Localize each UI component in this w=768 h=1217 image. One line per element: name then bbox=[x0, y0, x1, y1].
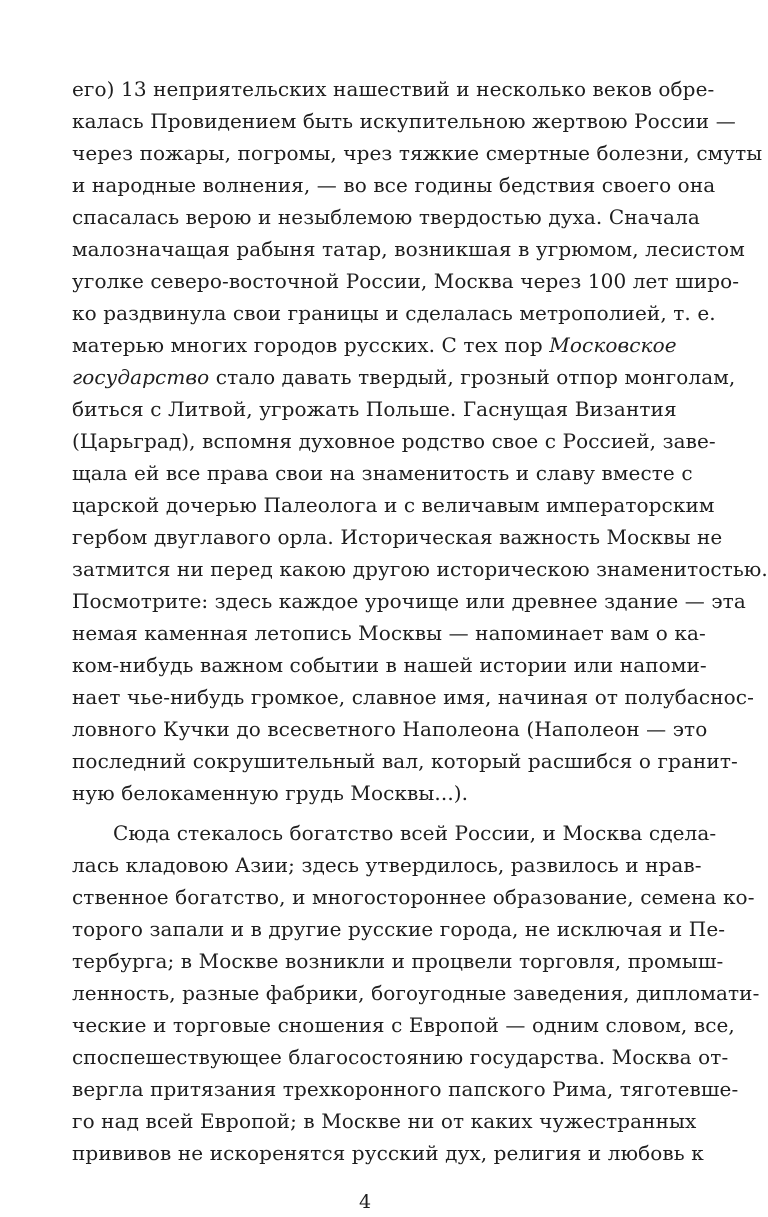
text-line: последний сокрушительный вал, который расшибся о гранит- bbox=[72, 749, 738, 773]
text-line: тербурга; в Москве возникли и процвели торговля, промыш- bbox=[72, 949, 724, 973]
text-line: гербом двуглавого орла. Историческая важность Москвы не bbox=[72, 525, 723, 549]
text-segment: матерью многих городов русских. С тех пор bbox=[72, 333, 543, 357]
text-line: Сюда стекалось богатство всей России, и Москва сдела- bbox=[113, 821, 717, 845]
text-line: вергла притязания трехкоронного папского Рима, тяготевше- bbox=[72, 1077, 739, 1101]
page-number: 4 bbox=[358, 1191, 372, 1213]
text-line: ную белокаменную грудь Москвы...). bbox=[72, 781, 469, 805]
italic-term: государство bbox=[72, 365, 210, 389]
text-line bbox=[72, 329, 677, 361]
text-line: нает чье-нибудь громкое, славное имя, начиная от полубаснос- bbox=[72, 685, 754, 709]
text-line: ко раздвинула свои границы и сделалась метрополией, т. е. bbox=[72, 301, 716, 325]
text-line: го над всей Европой; в Москве ни от каких чужестранных bbox=[72, 1109, 697, 1133]
text-line: ловного Кучки до всесветного Наполеона (Наполеон — это bbox=[72, 717, 708, 741]
text-line: споспешествующее благосостоянию государства. Москва от- bbox=[72, 1045, 729, 1069]
text-line: через пожары, погромы, чрез тяжкие смертные болезни, смуты bbox=[72, 141, 763, 165]
text-line: ческие и торговые сношения с Европой — одним словом, все, bbox=[72, 1013, 735, 1037]
text-line: ленность, разные фабрики, богоугодные заведения, дипломати- bbox=[72, 981, 760, 1005]
text-line: немая каменная летопись Москвы — напоминает вам о ка- bbox=[72, 621, 706, 645]
text-line: царской дочерью Палеолога и с величавым императорским bbox=[72, 493, 715, 517]
text-line: его) 13 неприятельских нашествий и несколько веков обре- bbox=[72, 77, 715, 101]
text-line: малозначащая рабыня татар, возникшая в угрюмом, лесистом bbox=[72, 237, 745, 261]
text-line: лась кладовою Азии; здесь утвердилось, развилось и нрав- bbox=[72, 853, 702, 877]
text-line: ком-нибудь важном событии в нашей истории или напоми- bbox=[72, 653, 707, 677]
italic-term: Московское bbox=[549, 333, 677, 357]
text-line: уголке северо-восточной России, Москва через 100 лет широ- bbox=[72, 269, 740, 293]
text-line: калась Провидением быть искупительною жертвою России — bbox=[72, 109, 736, 133]
text-line: (Царьград), вспомня духовное родство свое с Россией, заве- bbox=[72, 429, 716, 453]
text-line: Посмотрите: здесь каждое урочище или древнее здание — эта bbox=[72, 589, 746, 613]
text-line: щала ей все права свои на знаменитость и славу вместе с bbox=[72, 461, 693, 485]
text-line: спасалась верою и незыблемою твердостью духа. Сначала bbox=[72, 205, 700, 229]
text-line: биться с Литвой, угрожать Польше. Гаснущая Византия bbox=[72, 397, 677, 421]
text-line bbox=[72, 361, 736, 393]
text-line: торого запали и в другие русские города, не исключая и Пе- bbox=[72, 917, 726, 941]
text-line: затмится ни перед какою другою историческою знаменитостью. bbox=[72, 557, 768, 581]
text-line: прививов не искоренятся русский дух, религия и любовь к bbox=[72, 1141, 704, 1165]
text-segment: стало давать твердый, грозный отпор монголам, bbox=[215, 365, 736, 389]
text-line: и народные волнения, — во все годины бедствия своего она bbox=[72, 173, 716, 197]
text-line: ственное богатство, и многостороннее образование, семена ко- bbox=[72, 885, 755, 909]
